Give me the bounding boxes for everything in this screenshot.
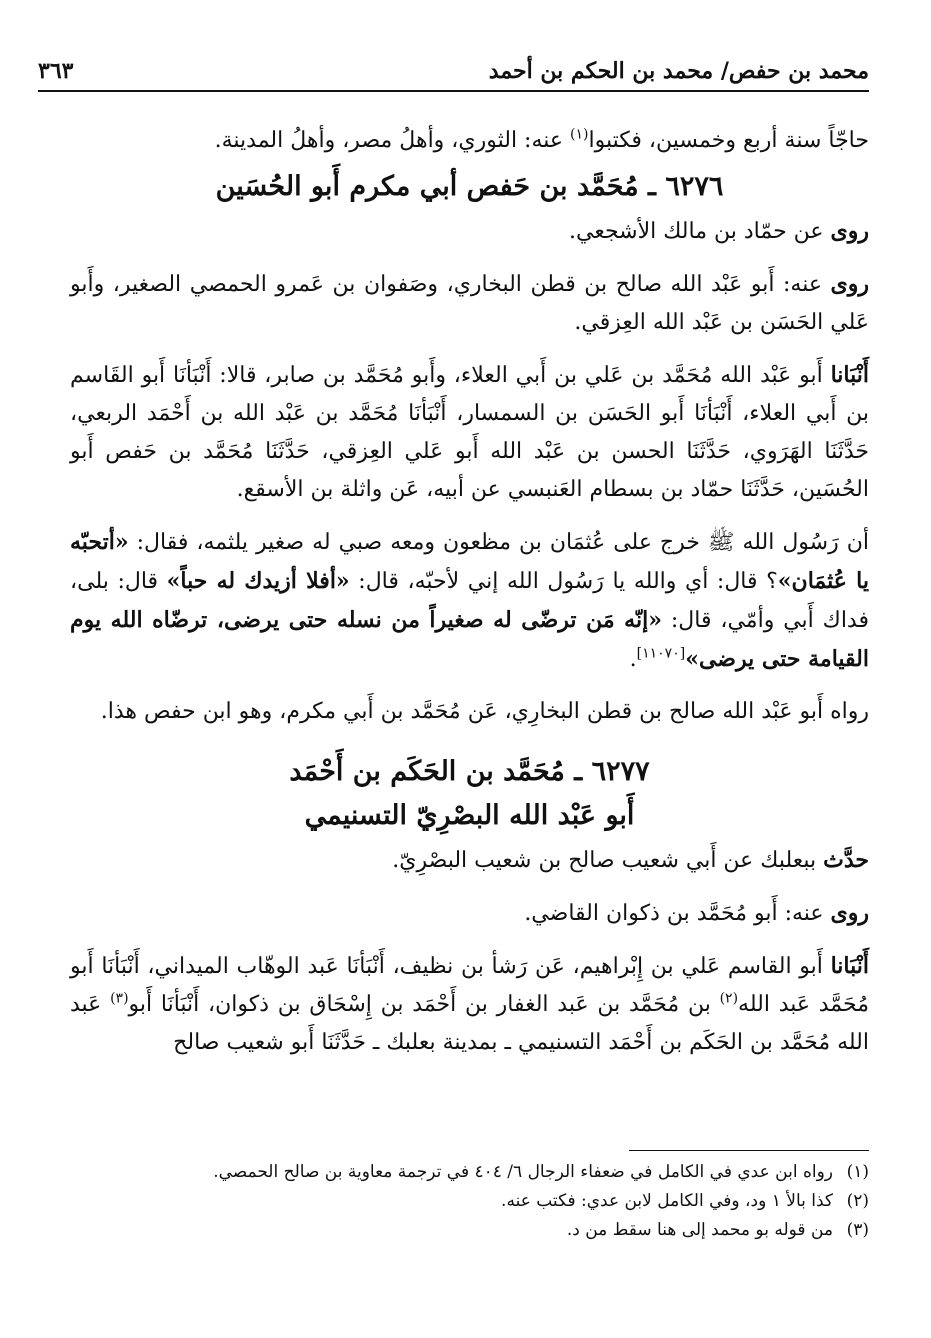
- hadith-quote: «إنّه مَن ترضّى له صغيراً من نسله حتى يرضى، ترضّاه الله يوم القيامة حتى يرضى»: [70, 607, 869, 672]
- continuation-text-end: عنه: الثوري، وأهلُ مصر، وأهلُ المدينة.: [214, 128, 571, 153]
- footnote-number: (١): [846, 1162, 869, 1182]
- entry-6276-title: ٦٢٧٦ ـ مُحَمَّد بن حَفص أبي مكرم أَبو الحُسَين: [215, 171, 724, 202]
- footnote: [80, 1216, 869, 1245]
- isnad-text: بن مُحَمَّد بن عَبد الغفار بن أَحْمَد بن إِسْحَاق بن ذكوان، أَنْبَأنَا أَبو: [128, 992, 720, 1017]
- isnad-label: أَنْبَانا: [830, 362, 869, 388]
- running-title: محمد بن حفص/ محمد بن الحكم بن أحمد: [488, 58, 869, 84]
- page-header: [38, 54, 869, 92]
- entry-6276-narrated-from: [70, 212, 869, 251]
- narration-text: ببعلبك عن أَبي شعيب صالح بن شعيب البصْرِيّ.: [392, 848, 824, 873]
- isnad-text: أَبو عَبْد الله مُحَمَّد بن عَلي بن أَبي العلاء، وأَبو مُحَمَّد بن صابر، قالا: أَنْبَأنَا أَبو القَاسم بن أَبي العلاء، أَنْبَأنَا أَبو الحَسَن بن السمسار، أَنْبَأنَا مُحَمَّد بن عَبْد الله بن أَحْمَد الربعي، حَدَّثَنَا الهَرَوي، حَدَّثَنَا الحسن بن عَبْد الله أَبو عَلي العِزقي، حَدَّثَنَا مُحَمَّد بن حَفص أَبو الحُسَين، حَدَّثَنَا حمّاد بن بسطام العَنبسي عن أبيه، عَن واثلة بن الأسقع.: [70, 363, 869, 502]
- narration-text: عن حمّاد بن مالك الأشجعي.: [569, 219, 831, 244]
- entry-6276-narrators: [70, 265, 869, 342]
- footnote-text: رواه ابن عدي في الكامل في ضعفاء الرجال ٦/ ٤٠٤ في ترجمة معاوية بن صالح الحمصي.: [213, 1162, 833, 1182]
- hadith-quote: «أتحبّه يا عُثمَان»: [70, 529, 869, 594]
- hadith-text: ؟ قال: أي والله يا رَسُول الله إني لأحبّه، قال:: [349, 569, 778, 594]
- footnote-ref-1: (١): [570, 126, 589, 143]
- hadith-quote: «أفلا أزيدك له حباً»: [166, 568, 350, 594]
- isnad-text: عَبد الله مُحَمَّد بن الحَكَم بن أَحْمَد التسنيمي ـ بمدينة بعلبك ـ حَدَّثَنَا أَبو شعيب صالح: [70, 992, 869, 1055]
- entry-6277-subtitle: أَبو عَبْد الله البصْرِيّ التسنيمي: [304, 800, 635, 831]
- footnote-ref-3: (٣): [110, 990, 129, 1007]
- narration-label: روى: [830, 271, 869, 297]
- narration-label: روى: [830, 900, 869, 926]
- footnote-divider: [629, 1150, 869, 1151]
- footnote-number: (٢): [846, 1191, 869, 1211]
- hadith-text: قال: بلى، فداك أَبي وأمّي، قال:: [70, 569, 869, 633]
- footnotes: [80, 1158, 869, 1245]
- hadith-number: [١١٠٧٠]: [636, 645, 686, 662]
- narration-label: روى: [830, 218, 869, 244]
- entry-6276-isnad: [70, 356, 869, 509]
- isnad-label: أَنْبَانا: [830, 953, 869, 979]
- footnote: [80, 1158, 869, 1187]
- footnote-text: من قوله بو محمد إلى هنا سقط من د.: [566, 1220, 833, 1240]
- entry-6277-narrators: [70, 894, 869, 933]
- narration-label: حدَّث: [823, 847, 869, 873]
- main-text: [70, 122, 869, 1062]
- footnote-number: (٣): [846, 1220, 869, 1240]
- footnote: [80, 1187, 869, 1216]
- footnote-ref-2: (٢): [719, 990, 739, 1007]
- narration-text: عنه: أَبو مُحَمَّد بن ذكوان القاضي.: [524, 901, 831, 926]
- footnote-text: كذا بالأ ١ ود، وفي الكامل لابن عدي: فكتب عنه.: [501, 1191, 833, 1211]
- hadith-text: أن رَسُول الله ﷺ خرج على عُثمَان بن مظعون ومعه صبي له صغير يلثمه، فقال:: [128, 530, 869, 555]
- hadith-text: .: [629, 647, 637, 672]
- entry-6277-title: ٦٢٧٧ ـ مُحَمَّد بن الحَكَم بن أَحْمَد: [289, 756, 650, 787]
- isnad-text: أَبو القاسم عَلي بن إِبْراهيم، عَن رَشأ بن نظيف، أَنْبَأنَا عَبد الوهّاب الميداني، أَنْبَأنَا أَبو مُحَمَّد عَبد الله: [70, 954, 870, 1017]
- entry-6277-narrated-from: [70, 841, 869, 880]
- continuation-paragraph: [70, 122, 869, 160]
- narration-text: عنه: أَبو عَبْد الله صالح بن قطن البخاري، وصَفوان بن عَمرو الحمصي الصغير، وأَبو عَلي الحَسَن بن عَبْد الله العِزقي.: [70, 272, 869, 335]
- page-number: ٣٦٣: [38, 58, 74, 84]
- continuation-text: حاجّاً سنة أربع وخمسين، فكتبوا: [588, 128, 869, 153]
- entry-6276-source: رواه أَبو عَبْد الله صالح بن قطن البخارِي، عَن مُحَمَّد بن أَبي مكرم، وهو ابن حفص هذا.: [100, 699, 869, 724]
- entry-6277-isnad: [70, 947, 869, 1062]
- entry-6276-hadith: [70, 523, 869, 679]
